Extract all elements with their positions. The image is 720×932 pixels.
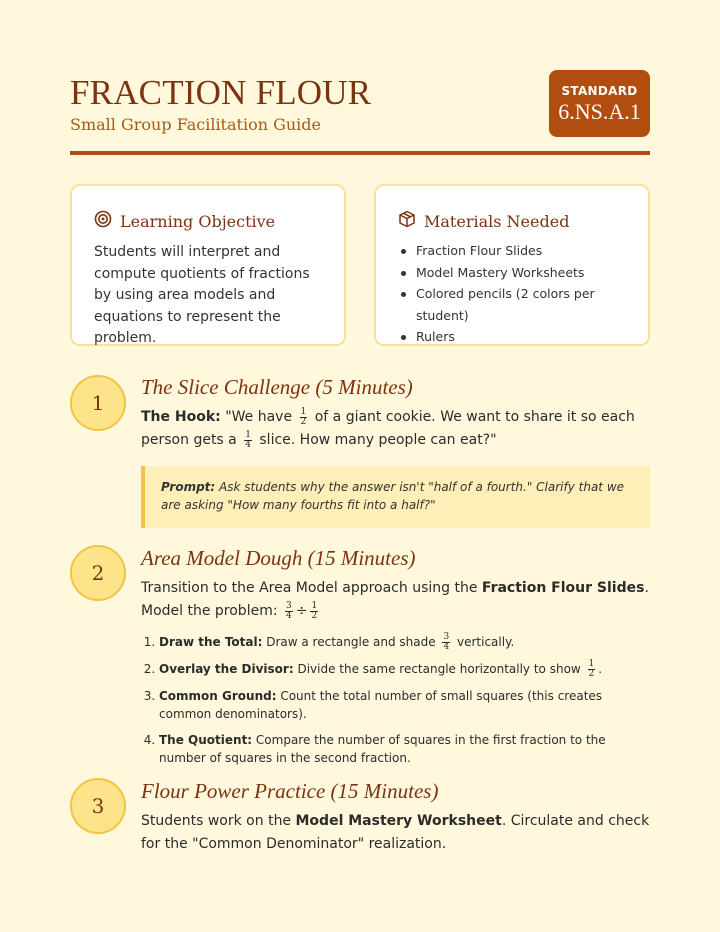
step-1: [141, 374, 650, 528]
list-item: 4. The Quotient: Compare the number of squares in the first fraction to the number of squares in the second fraction.: [159, 731, 650, 767]
step-2: [141, 545, 650, 775]
step-1-number: 1: [70, 375, 126, 431]
list-item: Fraction Flour Slides: [398, 240, 626, 262]
facilitator-prompt: Prompt: Ask students why the answer isn't "half of a fourth." Clarify that we are asking "How many fourths fit into a half?": [141, 466, 650, 528]
fraction: $\frac{1}{2}$: [300, 406, 307, 427]
list-item: Rulers: [398, 326, 626, 348]
fraction: $\frac{1}{2}$: [588, 659, 595, 679]
header: [70, 74, 650, 154]
list-item: Model Mastery Worksheets: [398, 262, 626, 284]
objective-text: Students will interpret and compute quotients of fractions by using area models and equations to represent the problem.: [94, 244, 310, 346]
step-1-title: The Slice Challenge (5 Minutes): [141, 375, 413, 399]
step-2-intro: Transition to the Area Model approach using the Fraction Flour Slides. Model the problem: $\frac{3}{4}$ ÷ $\frac{1}{2}$: [141, 580, 649, 621]
step-2-number: 2: [70, 545, 126, 601]
list-item: 3. Common Ground: Count the total number of small squares (this creates common denominators).: [159, 687, 650, 723]
materials-list: [398, 240, 626, 348]
standard-badge: [549, 70, 650, 137]
list-item: Colored pencils (2 colors per student): [398, 283, 626, 326]
header-divider: [70, 151, 650, 155]
step-3-title: Flour Power Practice (15 Minutes): [141, 779, 439, 803]
fraction: $\frac{1}{2}$: [311, 600, 318, 621]
badge-code: 6.NS.A.1: [558, 99, 641, 124]
step-3: [141, 778, 650, 856]
fraction: $\frac{3}{4}$: [286, 600, 292, 621]
page-subtitle: Small Group Facilitation Guide: [70, 115, 322, 134]
fraction: $\frac{1}{4}$: [245, 429, 251, 450]
list-item: 2. Overlay the Divisor: Divide the same rectangle horizontally to show $\frac{1}{2}$ .: [159, 660, 650, 679]
badge-label: STANDARD: [561, 84, 638, 98]
materials-title: Materials Needed: [424, 211, 570, 231]
box-icon: [398, 210, 416, 232]
step-2-list: [141, 633, 650, 767]
step-1-hook: The Hook: "We have $\frac{1}{2}$ of a giant cookie. We want to share it so each person gets a $\frac{1}{4}$ slice. How many people can eat?": [141, 406, 635, 450]
step-3-text: Students work on the Model Mastery Worksheet. Circulate and check for the "Common Denominator" realization.: [141, 813, 650, 852]
fraction: $\frac{3}{4}$: [443, 632, 450, 652]
list-item: 1. Draw the Total: Draw a rectangle and shade $\frac{3}{4}$ vertically.: [159, 633, 650, 652]
target-icon: [94, 210, 112, 232]
materials-card: [374, 184, 650, 346]
learning-objective-card: [70, 184, 346, 346]
step-3-number: 3: [70, 778, 126, 834]
step-2-title: Area Model Dough (15 Minutes): [141, 546, 416, 570]
page-title: FRACTION FLOUR: [70, 73, 372, 112]
objective-title: Learning Objective: [120, 211, 276, 231]
